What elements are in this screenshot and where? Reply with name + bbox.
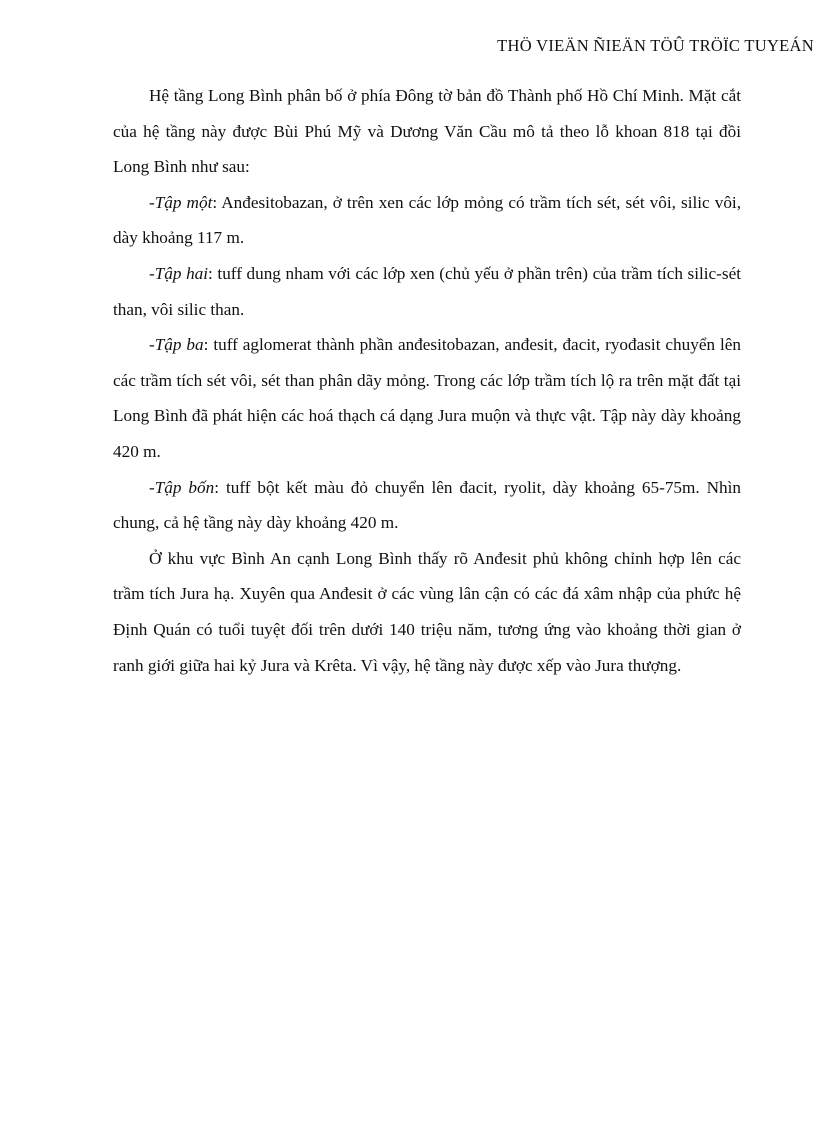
paragraph-term: Tập ba (154, 335, 204, 355)
header-title: THÖ VIEÄN ÑIEÄN TÖÛ TRÖÏC TUYEÁN (497, 36, 814, 55)
paragraph-tap-ba: -Tập ba: tuff aglomerat thành phần anđesitobazan, anđesit, đacit, ryođasit chuyển lên các trầm tích sét vôi, sét than phân dãy mỏng. Trong các lớp trầm tích lộ ra trên mặt đất tại Long Bình đã phát hiện các hoá thạch cá dạng Jura muộn và thực vật. Tập này dày khoảng 420 m. (113, 335, 742, 461)
paragraph-term: Tập bốn (154, 477, 215, 497)
paragraph-tap-mot: -Tập một: Anđesitobazan, ở trên xen các lớp mỏng có trầm tích sét, sét vôi, silic vôi, dày khoảng 117 m. (113, 192, 742, 248)
paragraph-text: Ở khu vực Bình An cạnh Long Bình thấy rõ Anđesit phủ không chỉnh hợp lên các trầm tích Jura hạ. Xuyên qua Anđesit ở các vùng lân cận có các đá xâm nhập của phức hệ Định Quán có tuổi tuyệt đối trên dưới 140 triệu năm, tương ứng vào khoảng thời gian ở ranh giới giữa hai kỷ Jura và Krêta. Vì vậy, hệ tầng này được xếp vào Jura thượng. (113, 548, 741, 675)
paragraph-text: : tuff bột kết màu đỏ chuyển lên đacit, ryolit, dày khoảng 65-75m. Nhìn chung, cả hệ tầng này dày khoảng 420 m. (113, 477, 742, 533)
paragraph-text: : tuff dung nham với các lớp xen (chủ yếu ở phần trên) của trầm tích silic-sét than, vôi silic than. (113, 263, 741, 319)
paragraph-term: Tập hai (154, 263, 209, 283)
paragraph-text: : tuff aglomerat thành phần anđesitobazan, anđesit, đacit, ryođasit chuyển lên các trầm tích sét vôi, sét than phân dãy mỏng. Trong các lớp trầm tích lộ ra trên mặt đất tại Long Bình đã phát hiện các hoá thạch cá dạng Jura muộn và thực vật. Tập này dày khoảng 420 m. (113, 335, 742, 461)
paragraph-tap-hai: -Tập hai: tuff dung nham với các lớp xen (chủ yếu ở phần trên) của trầm tích silic-sét than, vôi silic than. (113, 263, 741, 319)
paragraph-term: Tập một (154, 192, 213, 212)
paragraph-conclusion (113, 541, 741, 683)
page-header (497, 36, 814, 56)
paragraph-tap-bon: -Tập bốn: tuff bột kết màu đỏ chuyển lên đacit, ryolit, dày khoảng 65-75m. Nhìn chung, cả hệ tầng này dày khoảng 420 m. (113, 477, 742, 533)
document-body (113, 78, 741, 683)
paragraph-text: Hệ tầng Long Bình phân bố ở phía Đông tờ bản đồ Thành phố Hồ Chí Minh. Mặt cắt của hệ tầng này được Bùi Phú Mỹ và Dương Văn Cầu mô tả theo lỗ khoan 818 tại đồi Long Bình như sau: (113, 86, 741, 177)
paragraph-intro (113, 78, 741, 185)
paragraph-text: : Anđesitobazan, ở trên xen các lớp mỏng có trầm tích sét, sét vôi, silic vôi, dày khoảng 117 m. (113, 192, 742, 248)
